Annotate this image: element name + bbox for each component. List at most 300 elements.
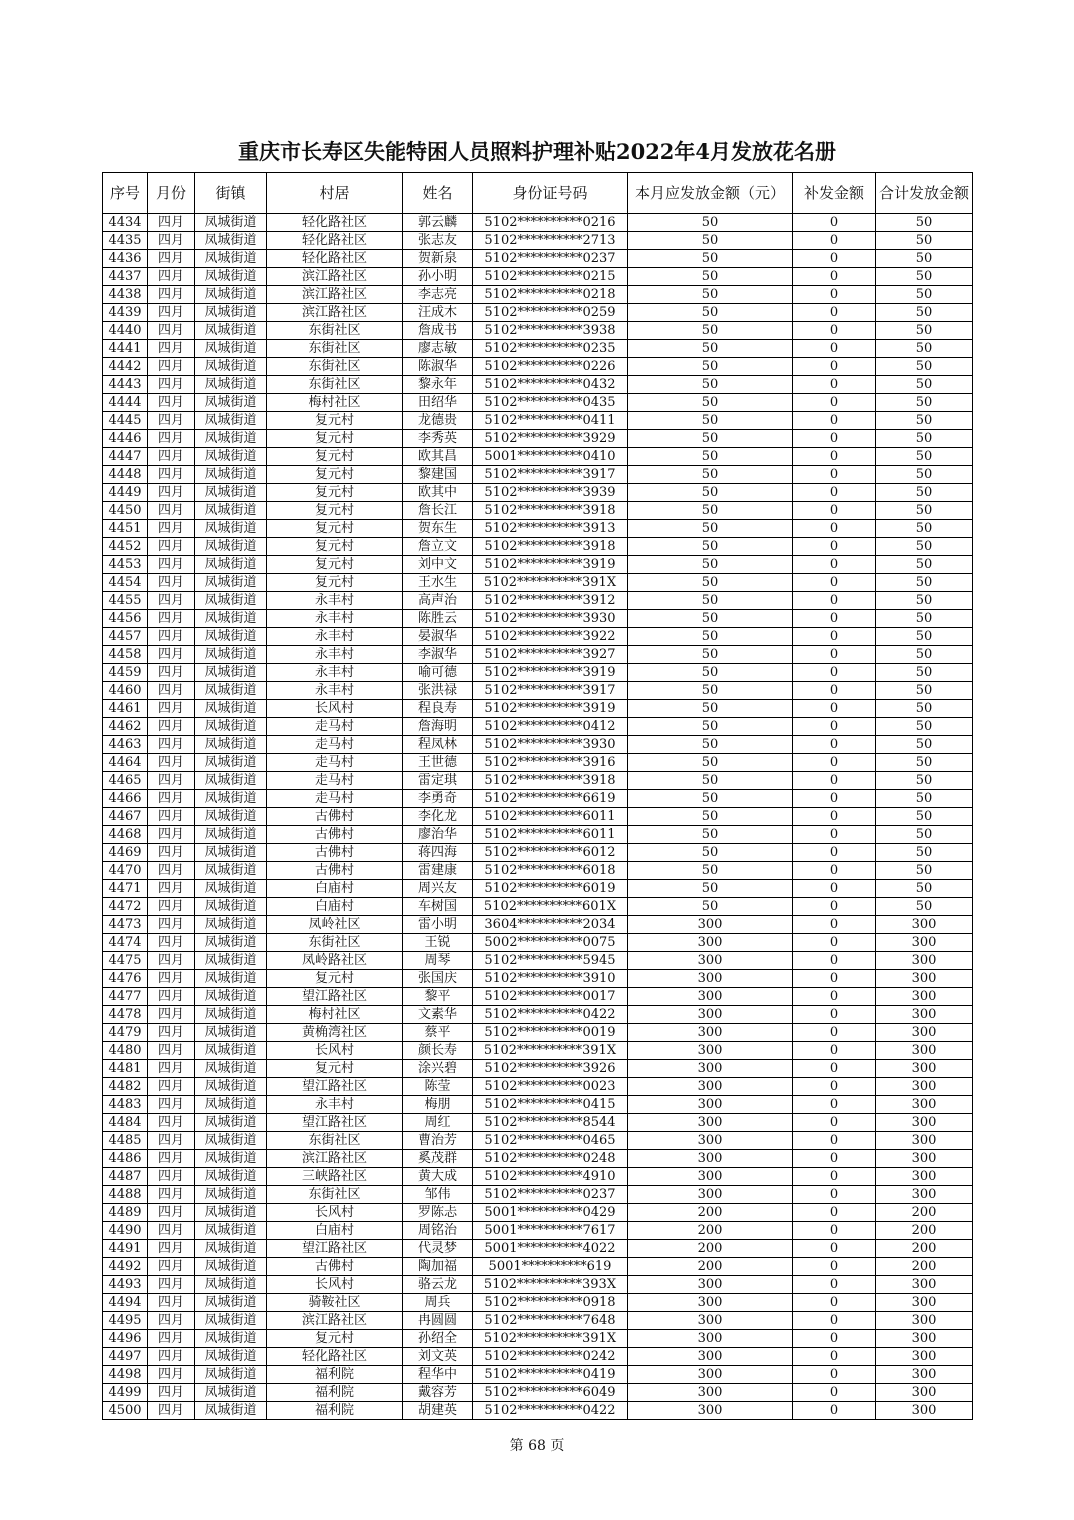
row-street: 凤城街道 xyxy=(195,466,267,484)
row-month: 四月 xyxy=(148,682,195,700)
row-month: 四月 xyxy=(148,250,195,268)
row-name: 黎平 xyxy=(403,988,473,1006)
row-id-number: 5102**********0242 xyxy=(473,1348,628,1366)
row-monthly-amount: 50 xyxy=(628,754,793,772)
row-name: 詹长江 xyxy=(403,502,473,520)
row-name: 龙德贵 xyxy=(403,412,473,430)
row-id-number: 5102**********0237 xyxy=(473,250,628,268)
row-index: 4455 xyxy=(103,592,148,610)
row-name: 陶加福 xyxy=(403,1258,473,1276)
row-month: 四月 xyxy=(148,1384,195,1402)
row-back-pay: 0 xyxy=(793,700,876,718)
row-street: 凤城街道 xyxy=(195,1150,267,1168)
row-name: 周琴 xyxy=(403,952,473,970)
row-total: 200 xyxy=(876,1204,973,1222)
row-monthly-amount: 50 xyxy=(628,736,793,754)
row-name: 喻可德 xyxy=(403,664,473,682)
table-row xyxy=(103,1096,973,1114)
row-monthly-amount: 300 xyxy=(628,916,793,934)
row-community: 复元村 xyxy=(267,466,403,484)
row-back-pay: 0 xyxy=(793,1276,876,1294)
row-total: 300 xyxy=(876,1168,973,1186)
row-index: 4472 xyxy=(103,898,148,916)
row-back-pay: 0 xyxy=(793,970,876,988)
table-row xyxy=(103,340,973,358)
row-back-pay: 0 xyxy=(793,772,876,790)
row-name: 黎永年 xyxy=(403,376,473,394)
row-index: 4451 xyxy=(103,520,148,538)
row-back-pay: 0 xyxy=(793,844,876,862)
row-total: 50 xyxy=(876,214,973,232)
row-month: 四月 xyxy=(148,556,195,574)
row-street: 凤城街道 xyxy=(195,430,267,448)
row-monthly-amount: 50 xyxy=(628,412,793,430)
row-community: 滨江路社区 xyxy=(267,1312,403,1330)
row-community: 梅村社区 xyxy=(267,1006,403,1024)
row-street: 凤城街道 xyxy=(195,358,267,376)
row-community: 复元村 xyxy=(267,448,403,466)
row-id-number: 5102**********0422 xyxy=(473,1006,628,1024)
row-street: 凤城街道 xyxy=(195,1042,267,1060)
row-total: 300 xyxy=(876,952,973,970)
row-month: 四月 xyxy=(148,214,195,232)
row-index: 4443 xyxy=(103,376,148,394)
row-month: 四月 xyxy=(148,862,195,880)
table-row xyxy=(103,790,973,808)
row-total: 50 xyxy=(876,772,973,790)
table-row xyxy=(103,394,973,412)
row-monthly-amount: 50 xyxy=(628,448,793,466)
table-row xyxy=(103,322,973,340)
row-back-pay: 0 xyxy=(793,466,876,484)
col-header-community: 村居 xyxy=(267,173,403,214)
document-title: 重庆市长寿区失能特困人员照料护理补贴2022年4月发放花名册 xyxy=(237,139,837,164)
row-index: 4482 xyxy=(103,1078,148,1096)
row-name: 陈莹 xyxy=(403,1078,473,1096)
table-row xyxy=(103,772,973,790)
row-total: 300 xyxy=(876,1150,973,1168)
row-index: 4473 xyxy=(103,916,148,934)
row-monthly-amount: 50 xyxy=(628,268,793,286)
row-monthly-amount: 300 xyxy=(628,988,793,1006)
row-monthly-amount: 50 xyxy=(628,484,793,502)
row-id-number: 5102**********391X xyxy=(473,1330,628,1348)
row-monthly-amount: 50 xyxy=(628,538,793,556)
row-back-pay: 0 xyxy=(793,1222,876,1240)
row-name: 雷建康 xyxy=(403,862,473,880)
table-row xyxy=(103,376,973,394)
row-street: 凤城街道 xyxy=(195,1258,267,1276)
row-index: 4469 xyxy=(103,844,148,862)
row-index: 4481 xyxy=(103,1060,148,1078)
row-back-pay: 0 xyxy=(793,592,876,610)
row-street: 凤城街道 xyxy=(195,232,267,250)
row-monthly-amount: 50 xyxy=(628,664,793,682)
row-back-pay: 0 xyxy=(793,394,876,412)
row-total: 200 xyxy=(876,1222,973,1240)
row-back-pay: 0 xyxy=(793,610,876,628)
row-community: 东街社区 xyxy=(267,358,403,376)
row-id-number: 5102**********3918 xyxy=(473,538,628,556)
row-total: 300 xyxy=(876,1024,973,1042)
row-community: 轻化路社区 xyxy=(267,250,403,268)
row-back-pay: 0 xyxy=(793,1204,876,1222)
table-row xyxy=(103,412,973,430)
row-monthly-amount: 50 xyxy=(628,628,793,646)
row-community: 东街社区 xyxy=(267,376,403,394)
row-back-pay: 0 xyxy=(793,664,876,682)
row-street: 凤城街道 xyxy=(195,1348,267,1366)
row-monthly-amount: 300 xyxy=(628,1114,793,1132)
row-id-number: 5102**********0435 xyxy=(473,394,628,412)
row-index: 4446 xyxy=(103,430,148,448)
row-back-pay: 0 xyxy=(793,808,876,826)
row-month: 四月 xyxy=(148,988,195,1006)
table-row xyxy=(103,268,973,286)
row-community: 滨江路社区 xyxy=(267,268,403,286)
row-id-number: 5102**********3919 xyxy=(473,556,628,574)
row-id-number: 5102**********7648 xyxy=(473,1312,628,1330)
row-monthly-amount: 300 xyxy=(628,952,793,970)
row-name: 贺新泉 xyxy=(403,250,473,268)
row-back-pay: 0 xyxy=(793,862,876,880)
table-row xyxy=(103,682,973,700)
row-community: 轻化路社区 xyxy=(267,1348,403,1366)
row-month: 四月 xyxy=(148,1168,195,1186)
table-row xyxy=(103,1060,973,1078)
row-monthly-amount: 50 xyxy=(628,250,793,268)
row-month: 四月 xyxy=(148,1294,195,1312)
table-row xyxy=(103,718,973,736)
row-community: 长风村 xyxy=(267,1276,403,1294)
roster-body xyxy=(103,214,973,1420)
row-name: 罗陈忐 xyxy=(403,1204,473,1222)
row-id-number: 5102**********391X xyxy=(473,1042,628,1060)
row-name: 欧其昌 xyxy=(403,448,473,466)
row-back-pay: 0 xyxy=(793,1348,876,1366)
row-street: 凤城街道 xyxy=(195,646,267,664)
row-monthly-amount: 300 xyxy=(628,1024,793,1042)
row-community: 长风村 xyxy=(267,700,403,718)
table-row xyxy=(103,214,973,232)
row-community: 轻化路社区 xyxy=(267,232,403,250)
row-back-pay: 0 xyxy=(793,214,876,232)
row-month: 四月 xyxy=(148,1258,195,1276)
row-month: 四月 xyxy=(148,718,195,736)
row-id-number: 5102**********6018 xyxy=(473,862,628,880)
row-monthly-amount: 300 xyxy=(628,1168,793,1186)
row-index: 4477 xyxy=(103,988,148,1006)
row-total: 200 xyxy=(876,1258,973,1276)
row-back-pay: 0 xyxy=(793,880,876,898)
row-id-number: 5102**********3939 xyxy=(473,484,628,502)
row-id-number: 5102**********3919 xyxy=(473,700,628,718)
row-name: 雷定琪 xyxy=(403,772,473,790)
row-community: 东街社区 xyxy=(267,934,403,952)
row-total: 300 xyxy=(876,1096,973,1114)
row-community: 复元村 xyxy=(267,538,403,556)
row-name: 蔡平 xyxy=(403,1024,473,1042)
row-id-number: 5102**********6012 xyxy=(473,844,628,862)
row-back-pay: 0 xyxy=(793,1240,876,1258)
row-back-pay: 0 xyxy=(793,898,876,916)
page-number: 第 68 页 xyxy=(509,1438,565,1454)
table-row xyxy=(103,592,973,610)
row-back-pay: 0 xyxy=(793,754,876,772)
row-street: 凤城街道 xyxy=(195,484,267,502)
row-month: 四月 xyxy=(148,394,195,412)
row-month: 四月 xyxy=(148,700,195,718)
table-row xyxy=(103,1006,973,1024)
table-row xyxy=(103,1402,973,1420)
row-index: 4476 xyxy=(103,970,148,988)
row-month: 四月 xyxy=(148,844,195,862)
row-id-number: 5102**********6019 xyxy=(473,880,628,898)
row-name: 胡建英 xyxy=(403,1402,473,1420)
row-monthly-amount: 300 xyxy=(628,934,793,952)
row-id-number: 5102**********3927 xyxy=(473,646,628,664)
row-community: 复元村 xyxy=(267,970,403,988)
header-row xyxy=(103,173,973,214)
row-index: 4461 xyxy=(103,700,148,718)
row-back-pay: 0 xyxy=(793,1132,876,1150)
row-monthly-amount: 50 xyxy=(628,466,793,484)
table-row xyxy=(103,466,973,484)
row-id-number: 5102**********0215 xyxy=(473,268,628,286)
row-total: 300 xyxy=(876,1402,973,1420)
row-back-pay: 0 xyxy=(793,1312,876,1330)
row-total: 300 xyxy=(876,970,973,988)
row-month: 四月 xyxy=(148,448,195,466)
row-index: 4491 xyxy=(103,1240,148,1258)
row-id-number: 5102**********0218 xyxy=(473,286,628,304)
table-row xyxy=(103,826,973,844)
row-monthly-amount: 300 xyxy=(628,1060,793,1078)
row-name: 黄大成 xyxy=(403,1168,473,1186)
row-community: 复元村 xyxy=(267,520,403,538)
row-name: 周铭治 xyxy=(403,1222,473,1240)
row-monthly-amount: 300 xyxy=(628,1366,793,1384)
row-total: 50 xyxy=(876,232,973,250)
row-back-pay: 0 xyxy=(793,1114,876,1132)
row-index: 4496 xyxy=(103,1330,148,1348)
row-total: 200 xyxy=(876,1240,973,1258)
row-name: 周红 xyxy=(403,1114,473,1132)
row-street: 凤城街道 xyxy=(195,502,267,520)
row-total: 300 xyxy=(876,1348,973,1366)
row-total: 300 xyxy=(876,1042,973,1060)
row-total: 50 xyxy=(876,844,973,862)
table-row xyxy=(103,556,973,574)
row-street: 凤城街道 xyxy=(195,268,267,286)
row-name: 王锐 xyxy=(403,934,473,952)
row-index: 4460 xyxy=(103,682,148,700)
row-community: 凤岭社区 xyxy=(267,916,403,934)
row-street: 凤城街道 xyxy=(195,700,267,718)
row-id-number: 5102**********6011 xyxy=(473,808,628,826)
row-monthly-amount: 50 xyxy=(628,610,793,628)
col-header-index: 序号 xyxy=(103,173,148,214)
row-street: 凤城街道 xyxy=(195,970,267,988)
row-index: 4478 xyxy=(103,1006,148,1024)
row-total: 50 xyxy=(876,520,973,538)
row-street: 凤城街道 xyxy=(195,592,267,610)
row-name: 王世德 xyxy=(403,754,473,772)
row-back-pay: 0 xyxy=(793,790,876,808)
row-community: 东街社区 xyxy=(267,1186,403,1204)
col-header-monthly-amount: 本月应发放金额（元） xyxy=(628,173,793,214)
table-row xyxy=(103,934,973,952)
row-id-number: 5102**********0422 xyxy=(473,1402,628,1420)
row-street: 凤城街道 xyxy=(195,340,267,358)
row-index: 4493 xyxy=(103,1276,148,1294)
row-month: 四月 xyxy=(148,754,195,772)
row-id-number: 5102**********0017 xyxy=(473,988,628,1006)
row-community: 永丰村 xyxy=(267,592,403,610)
table-row xyxy=(103,484,973,502)
roster-table xyxy=(102,172,973,1420)
row-community: 永丰村 xyxy=(267,610,403,628)
row-total: 50 xyxy=(876,574,973,592)
row-total: 50 xyxy=(876,484,973,502)
row-street: 凤城街道 xyxy=(195,448,267,466)
row-total: 300 xyxy=(876,1366,973,1384)
row-monthly-amount: 300 xyxy=(628,1348,793,1366)
table-row xyxy=(103,232,973,250)
row-month: 四月 xyxy=(148,1132,195,1150)
table-row xyxy=(103,1258,973,1276)
table-row xyxy=(103,1150,973,1168)
table-row xyxy=(103,286,973,304)
row-month: 四月 xyxy=(148,484,195,502)
row-name: 黎建国 xyxy=(403,466,473,484)
row-community: 东街社区 xyxy=(267,1132,403,1150)
row-street: 凤城街道 xyxy=(195,1060,267,1078)
row-total: 50 xyxy=(876,394,973,412)
row-name: 詹海明 xyxy=(403,718,473,736)
row-total: 300 xyxy=(876,934,973,952)
table-row xyxy=(103,1348,973,1366)
table-row xyxy=(103,970,973,988)
row-name: 程良寿 xyxy=(403,700,473,718)
row-monthly-amount: 50 xyxy=(628,826,793,844)
row-street: 凤城街道 xyxy=(195,736,267,754)
row-name: 涂兴碧 xyxy=(403,1060,473,1078)
row-index: 4494 xyxy=(103,1294,148,1312)
row-index: 4489 xyxy=(103,1204,148,1222)
row-back-pay: 0 xyxy=(793,556,876,574)
row-back-pay: 0 xyxy=(793,916,876,934)
row-total: 50 xyxy=(876,502,973,520)
row-monthly-amount: 50 xyxy=(628,286,793,304)
table-row xyxy=(103,1276,973,1294)
row-street: 凤城街道 xyxy=(195,826,267,844)
row-community: 福利院 xyxy=(267,1402,403,1420)
row-monthly-amount: 50 xyxy=(628,556,793,574)
row-back-pay: 0 xyxy=(793,232,876,250)
row-index: 4453 xyxy=(103,556,148,574)
row-month: 四月 xyxy=(148,934,195,952)
row-id-number: 5102**********393X xyxy=(473,1276,628,1294)
row-street: 凤城街道 xyxy=(195,1078,267,1096)
row-month: 四月 xyxy=(148,1042,195,1060)
row-index: 4495 xyxy=(103,1312,148,1330)
row-monthly-amount: 50 xyxy=(628,646,793,664)
row-total: 50 xyxy=(876,880,973,898)
row-community: 走马村 xyxy=(267,790,403,808)
row-total: 300 xyxy=(876,1060,973,1078)
row-name: 詹立文 xyxy=(403,538,473,556)
row-monthly-amount: 50 xyxy=(628,304,793,322)
row-month: 四月 xyxy=(148,574,195,592)
row-name: 雷小明 xyxy=(403,916,473,934)
row-community: 永丰村 xyxy=(267,682,403,700)
row-index: 4492 xyxy=(103,1258,148,1276)
table-row xyxy=(103,520,973,538)
row-total: 300 xyxy=(876,1078,973,1096)
row-id-number: 5102**********3913 xyxy=(473,520,628,538)
row-month: 四月 xyxy=(148,466,195,484)
row-street: 凤城街道 xyxy=(195,1402,267,1420)
row-total: 50 xyxy=(876,628,973,646)
row-total: 50 xyxy=(876,736,973,754)
row-id-number: 5102**********0226 xyxy=(473,358,628,376)
row-total: 50 xyxy=(876,898,973,916)
row-community: 复元村 xyxy=(267,1060,403,1078)
row-id-number: 5001**********619 xyxy=(473,1258,628,1276)
row-month: 四月 xyxy=(148,664,195,682)
row-monthly-amount: 300 xyxy=(628,1330,793,1348)
row-month: 四月 xyxy=(148,880,195,898)
row-month: 四月 xyxy=(148,502,195,520)
table-row xyxy=(103,430,973,448)
row-monthly-amount: 50 xyxy=(628,322,793,340)
row-street: 凤城街道 xyxy=(195,412,267,430)
row-community: 复元村 xyxy=(267,1330,403,1348)
row-community: 古佛村 xyxy=(267,1258,403,1276)
row-name: 李淑华 xyxy=(403,646,473,664)
table-row xyxy=(103,502,973,520)
row-street: 凤城街道 xyxy=(195,394,267,412)
row-back-pay: 0 xyxy=(793,826,876,844)
row-monthly-amount: 300 xyxy=(628,1276,793,1294)
table-row xyxy=(103,646,973,664)
row-name: 欧其中 xyxy=(403,484,473,502)
row-name: 程凤林 xyxy=(403,736,473,754)
row-id-number: 5102**********0415 xyxy=(473,1096,628,1114)
row-index: 4445 xyxy=(103,412,148,430)
table-row xyxy=(103,1114,973,1132)
row-back-pay: 0 xyxy=(793,988,876,1006)
row-total: 300 xyxy=(876,1276,973,1294)
row-month: 四月 xyxy=(148,412,195,430)
row-name: 骆云龙 xyxy=(403,1276,473,1294)
row-total: 50 xyxy=(876,268,973,286)
row-street: 凤城街道 xyxy=(195,1276,267,1294)
row-index: 4442 xyxy=(103,358,148,376)
row-total: 300 xyxy=(876,1006,973,1024)
row-id-number: 5102**********3922 xyxy=(473,628,628,646)
table-row xyxy=(103,1024,973,1042)
row-monthly-amount: 50 xyxy=(628,790,793,808)
row-back-pay: 0 xyxy=(793,250,876,268)
row-back-pay: 0 xyxy=(793,1024,876,1042)
row-month: 四月 xyxy=(148,1222,195,1240)
table-row xyxy=(103,538,973,556)
row-street: 凤城街道 xyxy=(195,988,267,1006)
row-month: 四月 xyxy=(148,1276,195,1294)
row-street: 凤城街道 xyxy=(195,322,267,340)
